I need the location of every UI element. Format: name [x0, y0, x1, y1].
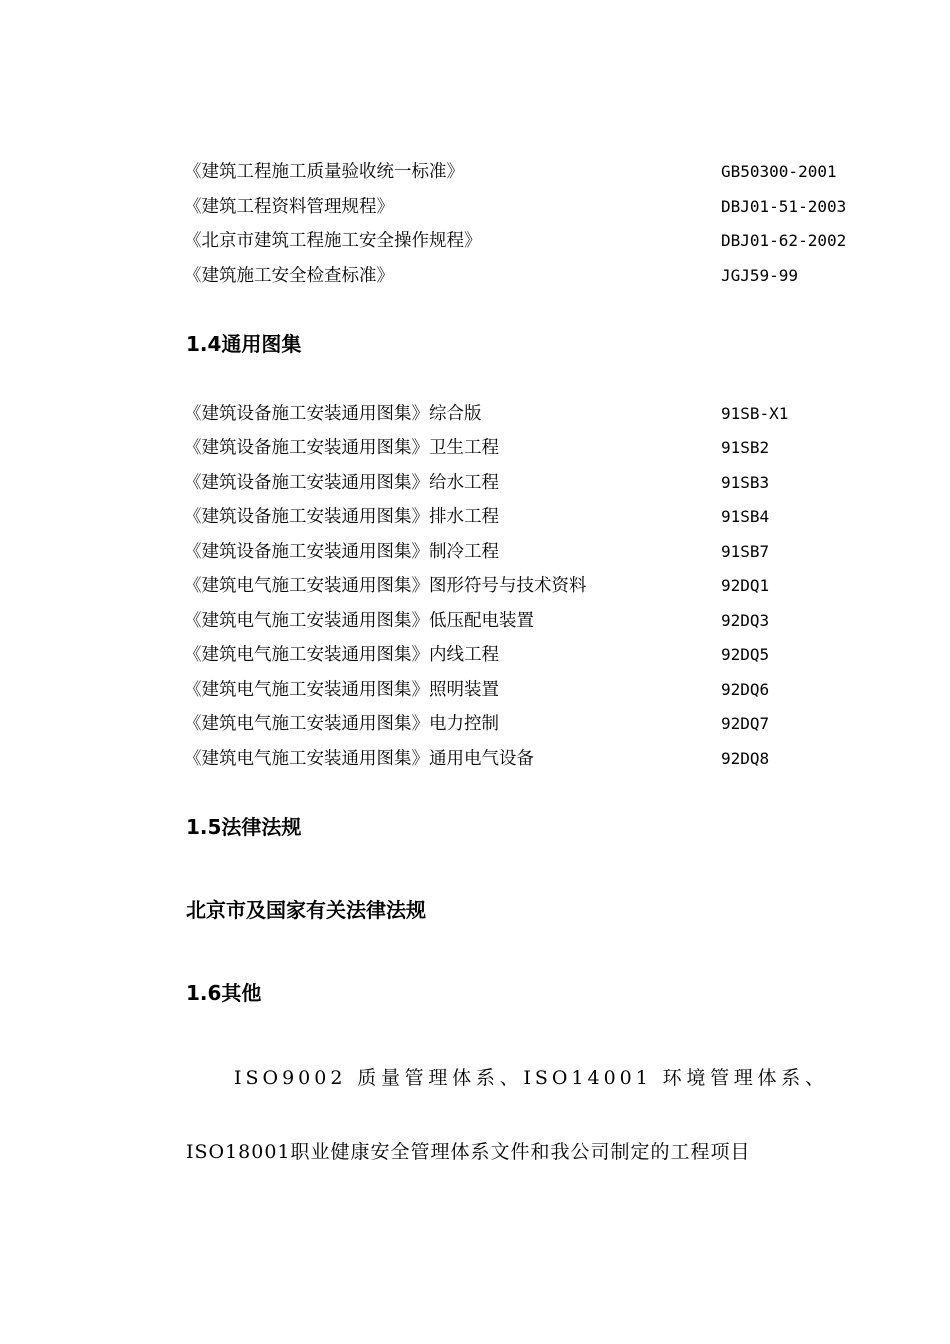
atlas-row	[184, 434, 864, 462]
atlas-row	[184, 469, 864, 497]
standard-title: 《建筑工程资料管理规程》	[184, 197, 394, 217]
standard-code: GB50300-2001	[721, 162, 837, 181]
standard-row	[184, 227, 864, 255]
section-heading-1-5: 1.5法律法规	[186, 815, 302, 839]
atlas-title: 《建筑设备施工安装通用图集》排水工程	[184, 507, 499, 527]
atlas-row	[184, 710, 864, 738]
atlas-code: 91SB2	[721, 438, 770, 457]
atlas-code: 91SB7	[721, 542, 770, 561]
standard-code: JGJ59-99	[721, 266, 799, 285]
atlas-title: 《建筑设备施工安装通用图集》制冷工程	[184, 542, 499, 562]
standard-row	[184, 158, 864, 186]
standard-code: DBJ01-62-2002	[721, 231, 847, 250]
standard-code: DBJ01-51-2003	[721, 197, 847, 216]
atlas-title: 《建筑设备施工安装通用图集》综合版	[184, 404, 482, 424]
atlas-row	[184, 503, 864, 531]
atlas-row	[184, 641, 864, 669]
atlas-code: 91SB4	[721, 507, 770, 526]
atlas-title: 《建筑电气施工安装通用图集》内线工程	[184, 645, 499, 665]
atlas-row	[184, 572, 864, 600]
paragraph-line: ISO18001职业健康安全管理体系文件和我公司制定的工程项目	[186, 1141, 751, 1163]
atlas-title: 《建筑电气施工安装通用图集》图形符号与技术资料	[184, 576, 587, 596]
atlas-code: 92DQ3	[721, 611, 770, 630]
atlas-title: 《建筑电气施工安装通用图集》低压配电装置	[184, 611, 534, 631]
atlas-code: 92DQ5	[721, 645, 770, 664]
atlas-row	[184, 745, 864, 773]
atlas-title: 《建筑设备施工安装通用图集》给水工程	[184, 473, 499, 493]
section-heading-1-6: 1.6其他	[186, 981, 262, 1005]
atlas-title: 《建筑电气施工安装通用图集》电力控制	[184, 714, 499, 734]
standard-title: 《北京市建筑工程施工安全操作规程》	[184, 231, 482, 251]
atlas-title: 《建筑设备施工安装通用图集》卫生工程	[184, 438, 499, 458]
atlas-code: 92DQ1	[721, 576, 770, 595]
standard-title: 《建筑施工安全检查标准》	[184, 266, 394, 286]
atlas-code: 92DQ7	[721, 714, 770, 733]
atlas-row	[184, 538, 864, 566]
section-heading-1-4: 1.4通用图集	[186, 332, 302, 356]
standard-row	[184, 262, 864, 290]
atlas-code: 91SB3	[721, 473, 770, 492]
standard-row	[184, 193, 864, 221]
atlas-title: 《建筑电气施工安装通用图集》通用电气设备	[184, 749, 534, 769]
atlas-code: 92DQ8	[721, 749, 770, 768]
atlas-code: 91SB-X1	[721, 404, 789, 423]
standard-title: 《建筑工程施工质量验收统一标准》	[184, 162, 464, 182]
atlas-row	[184, 676, 864, 704]
atlas-row	[184, 607, 864, 635]
atlas-title: 《建筑电气施工安装通用图集》照明装置	[184, 680, 499, 700]
atlas-row	[184, 400, 864, 428]
paragraph-line: ISO9002 质量管理体系、ISO14001 环境管理体系、	[234, 1067, 828, 1089]
atlas-code: 92DQ6	[721, 680, 770, 699]
section-subheading-laws: 北京市及国家有关法律法规	[186, 898, 426, 922]
